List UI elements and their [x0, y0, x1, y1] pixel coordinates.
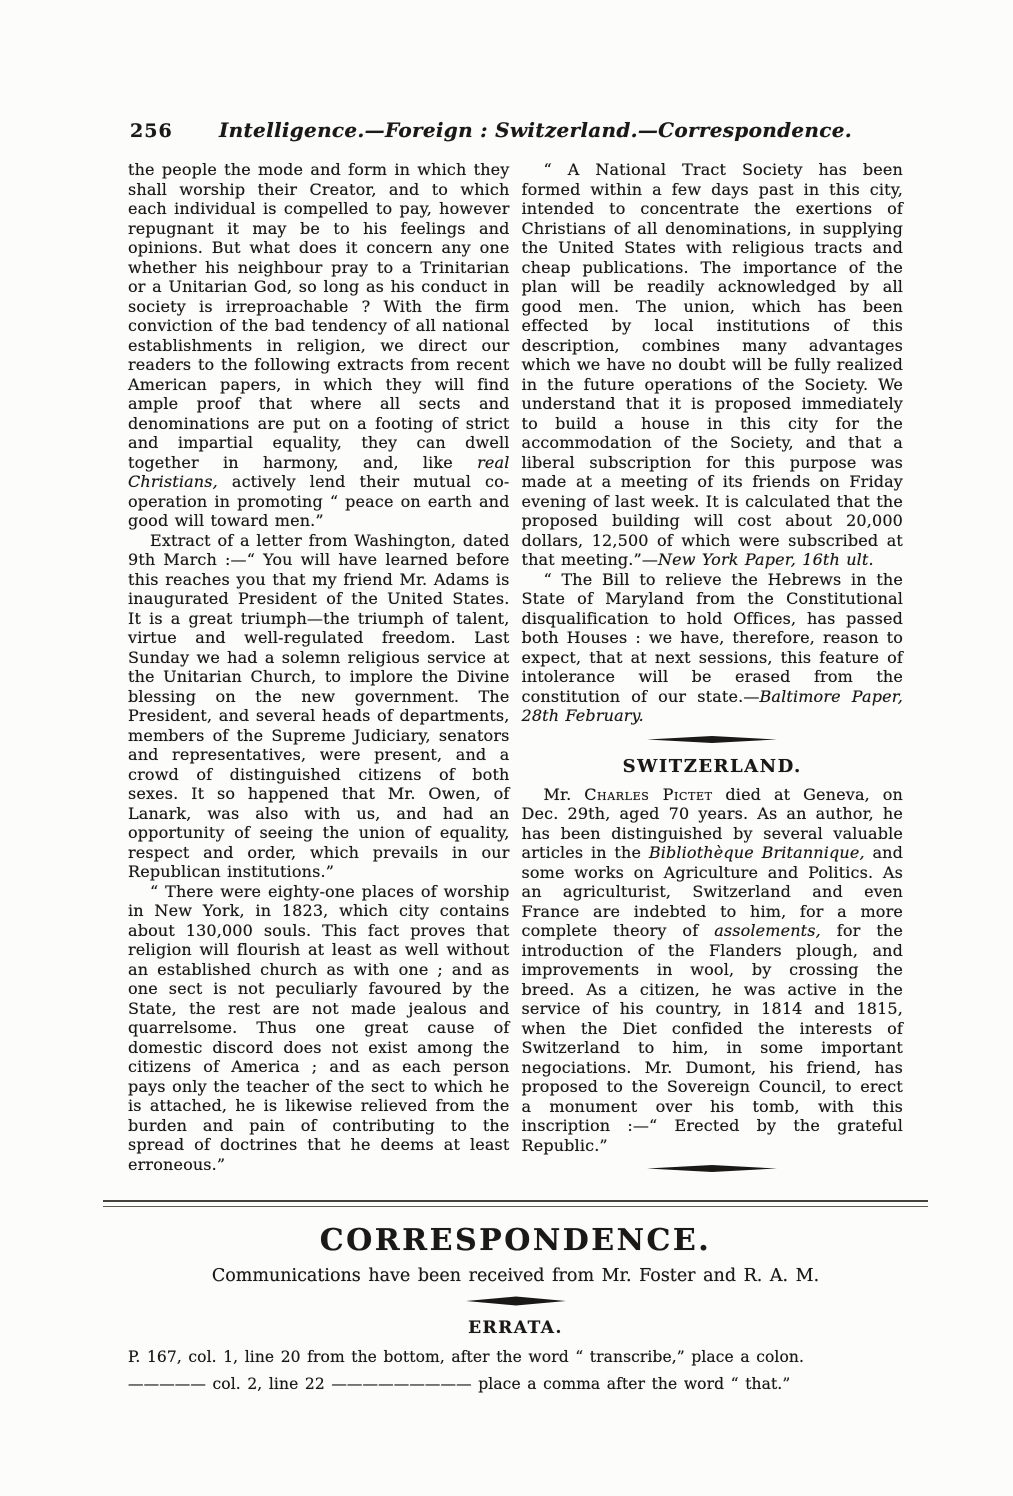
paragraph: [128, 531, 510, 882]
text-run: “ The Bill to relieve the Hebrews in the State of Maryland from the Constitutional disqualification to hold Offices, has passed both Houses : we have, therefore, reason to expect, that at next sessions, this feature of intolerance will be erased from the constitution of our state.—: [521, 569, 903, 706]
tapered-rule-icon: [647, 1164, 777, 1173]
errata-line-1: P. 167, col. 1, line 20 from the bottom, after the word “ transcribe,” place a colon.: [128, 1348, 805, 1366]
two-column-text-block: [128, 160, 903, 1176]
text-run: Charles Pictet: [584, 784, 713, 804]
text-run: died at Geneva, on Dec. 29th, aged 70 years. As an author, he has been distinguished by several valuable articles in the: [521, 784, 903, 862]
tapered-rule-divider: [522, 735, 904, 744]
text-run: real Christians,: [128, 452, 510, 491]
paragraph: [522, 785, 904, 1156]
text-run: assolements,: [714, 921, 821, 940]
paragraph: [128, 882, 510, 1175]
diamond-rule-divider: [128, 1296, 903, 1306]
text-run: the people the mode and form in which they shall worship their Creator, and to which each individual is compelled to pay, however repugnant it may be to his feelings and opinions. But what does it concern any one whether his neighbour pray to a Trinitarian or a Unitarian God, so long as his conduct in society is irreproachable ? With the firm conviction of the bad tendency of all national establishments in religion, we direct our readers to the following extracts from recent American papers, in which they will find ample proof that where all sects and denominations are put on a footing of strict and impartial equality, they can dwell together in harmony, and, like: [128, 160, 510, 472]
text-run: actively lend their mutual co-operation in promoting “ peace on earth and good will toward men.”: [128, 472, 510, 530]
diamond-rule-icon: [466, 1296, 566, 1306]
page-number: 256: [130, 120, 173, 142]
errata-line-2: ————— col. 2, line 22 ————————— place a comma after the word “ that.”: [128, 1375, 791, 1393]
section-heading: SWITZERLAND.: [622, 755, 802, 777]
correspondence-intro: Communications have been received from Mr. Foster and R. A. M.: [211, 1266, 820, 1286]
running-title: Intelligence.—Foreign : Switzerland.—Correspondence.: [219, 118, 852, 142]
running-header: [128, 118, 903, 148]
paragraph: [522, 160, 904, 570]
text-run: Mr.: [543, 784, 585, 804]
text-run: Extract of a letter from Washington, dated 9th March :—“ You will have learned before this reaches you that my friend Mr. Adams is inaugurated President of the United States. It is a great triumph—the triumph of talent, virtue and well-regulated freedom. Last Sunday we had a solemn religious service at the Unitarian Church, to implore the Divine blessing on the new government. The President, and several heads of departments, members of the Supreme Judiciary, senators and representatives, were present, and a crowd of distinguished citizens of both sexes. It so happened that Mr. Owen, of Lanark, was also with us, and had an opportunity of seeing the union of equality, respect and order, which prevails in our Republican institutions.”: [128, 530, 510, 881]
left-column: [128, 160, 510, 1176]
errata-heading: ERRATA.: [468, 1318, 563, 1338]
tapered-rule-icon: [647, 735, 777, 744]
paragraph: [128, 160, 510, 531]
correspondence-section: [128, 1200, 903, 1398]
text-run: “ There were eighty-one places of worship in New York, in 1823, which city contains about 130,000 souls. This fact proves that religion will flourish at least as well without an established church as with one ; and as one sect is not peculiarly favoured by the State, the rest are not made jealous and quarrelsome. Thus one great cause of domestic discord does not exist among the citizens of America ; and as each person pays only the teacher of the sect to which he is attached, he is likewise relieved from the burden and pain of contributing to the spread of doctrines that he deems at least erroneous.”: [128, 881, 510, 1174]
right-column: [522, 160, 904, 1176]
correspondence-heading: CORRESPONDENCE.: [319, 1223, 712, 1258]
text-run: Bibliothèque Britannique,: [648, 843, 865, 862]
double-rule-divider: [103, 1200, 928, 1207]
text-run: “ A National Tract Society has been formed within a few days past in this city, intended to concentrate the exertions of Christians of all denominations, in supplying the United States with religious tracts and cheap publications. The importance of the plan will be readily acknowledged by all good men. The union, which has been effected by local institutions of this description, combines many advantages which we have no doubt will be fully realized in the future operations of the Society. We understand that it is proposed immediately to build a house in this city for the accommodation of the Society, and that a liberal subscription for this purpose was made at a meeting of its friends on Friday evening of last week. It is calculated that the proposed building will cost about 20,000 dollars, 12,500 of which were subscribed at that meeting.”—: [521, 160, 903, 569]
text-run: and some works on Agriculture and Politics. As an agriculturist, Switzerland and even France are indebted to him, for a more complete theory of: [521, 843, 903, 940]
text-run: Baltimore Paper, 28th February.: [521, 686, 903, 725]
text-run: for the introduction of the Flanders plough, and improvements in wool, by crossing the breed. As a citizen, he was active in the service of his country, in 1814 and 1815, when the Diet confided the interests of Switzerland to him, in some important negociations. Mr. Dumont, his friend, has proposed to the Sovereign Council, to erect a monument over his tomb, with this inscription :—“ Erected by the grateful Republic.”: [521, 921, 903, 1155]
text-run: New York Paper, 16th ult.: [658, 550, 874, 569]
paragraph: [522, 570, 904, 726]
tapered-rule-divider: [522, 1164, 904, 1173]
